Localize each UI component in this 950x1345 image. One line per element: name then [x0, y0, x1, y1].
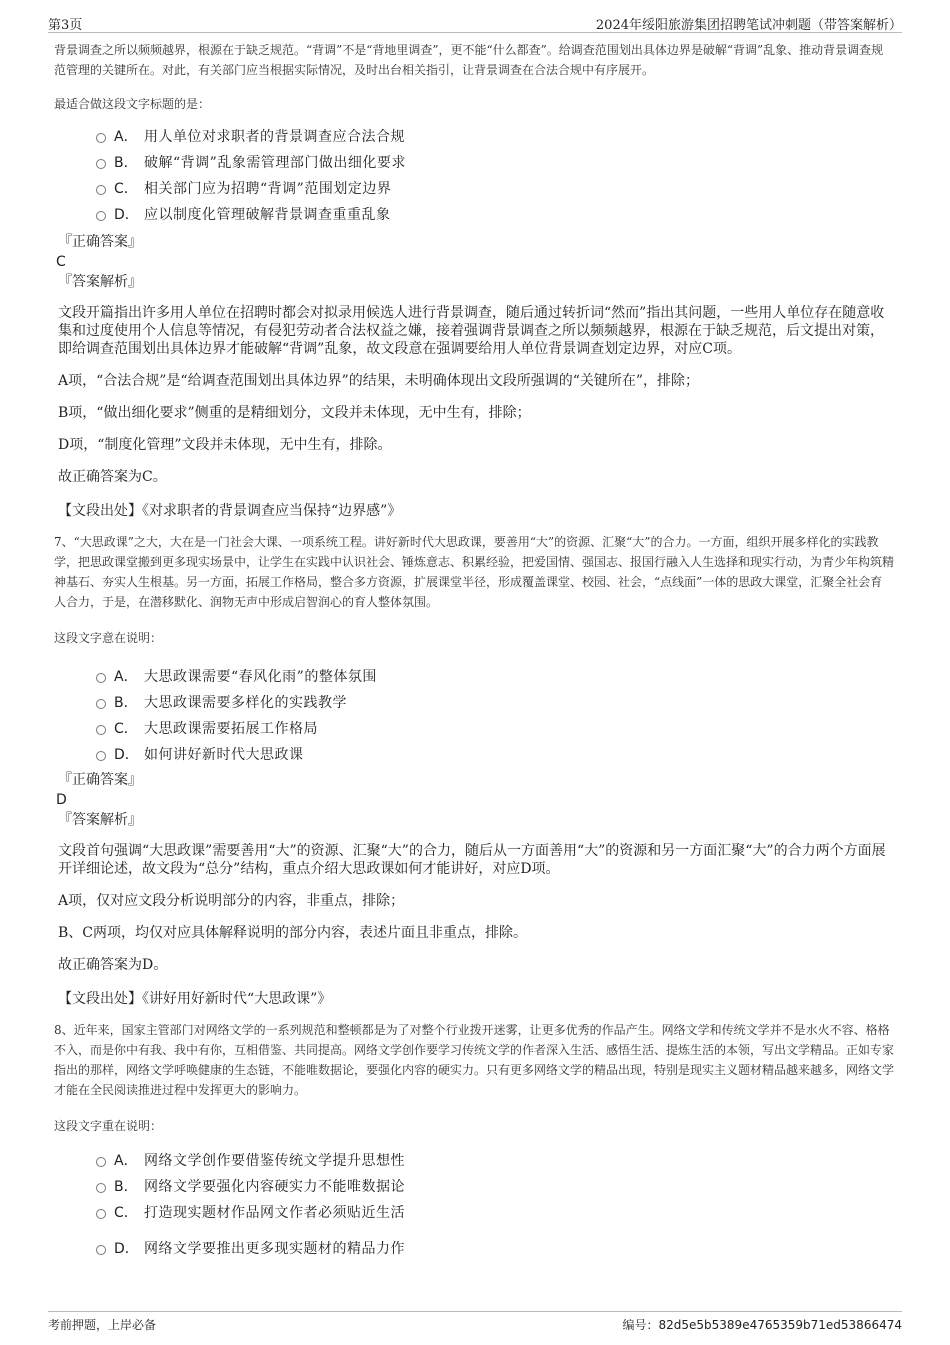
q7-answer: D — [56, 792, 67, 808]
document-title: 2024年绥阳旅游集团招聘笔试冲刺题（带答案解析） — [595, 18, 902, 33]
q6-passage-tail: 背景调查之所以频频越界，根源在于缺乏规范。“背调”不是“背地里调查”，更不能“什么都查”。给调查范围划出具体边界是破解“背调”乱象、推动背景调查规范管理的关键所在。对此，有关部门应当根据实际情况，及时出台相关指引，让背景调查在合法合规中有序展开。 — [54, 43, 884, 77]
q7-option-b[interactable]: B． 大思政课需要多样化的实践教学 — [54, 690, 894, 716]
q7-answer-label: 『正确答案』 — [58, 772, 142, 788]
radio-icon[interactable] — [96, 1183, 106, 1193]
q6-option-c[interactable]: C． 相关部门应为招聘“背调”范围划定边界 — [54, 176, 894, 202]
radio-icon[interactable] — [96, 1245, 106, 1255]
q6-option-a[interactable]: A． 用人单位对求职者的背景调查应合法合规 — [54, 124, 894, 150]
q7-analysis-label: 『答案解析』 — [58, 812, 142, 828]
q7-analysis-1: 文段首句强调“大思政课”需要善用“大”的资源、汇聚“大”的合力，随后从一方面善用“大”的资源和另一方面汇聚“大”的合力两个方面展开详细论述，故文段为“总分”结构，重点介绍大思政课如何才能讲好，对应D项。 — [58, 843, 886, 877]
footer-slogan: 考前押题，上岸必备 — [48, 1318, 157, 1332]
q7-source: 【文段出处】《讲好用好新时代“大思政课”》 — [58, 991, 332, 1007]
q6-analysis-1: 文段开篇指出许多用人单位在招聘时都会对拟录用候选人进行背景调查，随后通过转折词“然而”指出其问题，一些用人单位存在随意收集和过度使用个人信息等情况，有侵犯劳动者合法权益之嫌，接着强调背景调查之所以频频越界，根源在于缺乏规范，后文提出对策，即给调查范围划出具体边界才能破解“背调”乱象，故文段意在强调要给用人单位背景调查划定边界，对应C项。 — [58, 305, 885, 357]
q6-analysis-2: A项，“合法合规”是“给调查范围划出具体边界”的结果，未明确体现出文段所强调的“关键所在”，排除； — [58, 373, 700, 389]
q6-analysis-4: D项，“制度化管理”文段并未体现，无中生有，排除。 — [58, 437, 392, 453]
q6-source: 【文段出处】《对求职者的背景调查应当保持“边界感”》 — [58, 503, 402, 519]
q7-analysis-4: 故正确答案为D。 — [58, 957, 168, 973]
radio-icon[interactable] — [96, 751, 106, 761]
q6-option-d[interactable]: D． 应以制度化管理破解背景调查重重乱象 — [54, 202, 894, 228]
document-code — [622, 1316, 902, 1333]
radio-icon[interactable] — [96, 211, 106, 221]
q7-option-a[interactable]: A． 大思政课需要“春风化雨”的整体氛围 — [54, 664, 894, 690]
radio-icon[interactable] — [96, 725, 106, 735]
q8-option-b[interactable]: B． 网络文学要强化内容硬实力不能唯数据论 — [54, 1174, 894, 1200]
page-content — [54, 40, 894, 1262]
page-footer — [48, 1311, 902, 1334]
q8-options — [54, 1148, 894, 1262]
q7-analysis-2: A项，仅对应文段分析说明部分的内容，非重点，排除； — [58, 893, 405, 909]
q6-answer-label: 『正确答案』 — [58, 234, 142, 250]
radio-icon[interactable] — [96, 159, 106, 169]
q6-analysis-3: B项，“做出细化要求”侧重的是精细划分，文段并未体现，无中生有，排除； — [58, 405, 531, 421]
q7-prompt: 这段文字意在说明： — [54, 631, 163, 645]
document-code-value: 82d5e5b5389e4765359b71ed53866474 — [658, 1318, 902, 1332]
q7-analysis-3: B、C两项，均仅对应具体解释说明的部分内容，表述片面且非重点，排除。 — [58, 925, 527, 941]
page-number: 第3页 — [48, 18, 83, 33]
q7-option-c[interactable]: C． 大思政课需要拓展工作格局 — [54, 716, 894, 742]
document-code-label: 编号： — [622, 1318, 659, 1332]
page-header — [48, 12, 902, 33]
q8-option-d[interactable]: D． 网络文学要推出更多现实题材的精品力作 — [54, 1236, 894, 1262]
q6-answer: C — [56, 254, 66, 270]
q8-option-c[interactable]: C． 打造现实题材作品网文作者必须贴近生活 — [54, 1200, 894, 1226]
radio-icon[interactable] — [96, 1209, 106, 1219]
q6-prompt: 最适合做这段文字标题的是： — [54, 97, 211, 111]
q6-options — [54, 124, 894, 228]
q7-stem: 7、“大思政课”之大，大在是一门社会大课、一项系统工程。讲好新时代大思政课，要善用“大”的资源、汇聚“大”的合力。一方面，组织开展多样化的实践教学，把思政课堂搬到更多现实场景中，让学生在实践中认识社会、锤炼意志、积累经验，把爱国情、强国志、报国行融入人生选择和现实行动，为青少年构筑精神基石、夯实人生根基。另一方面，拓展工作格局，整合多方资源，扩展课堂半径，形成覆盖课堂、校园、社会，“点线面”一体的思政大课堂，汇聚全社会育人合力，于是，在潜移默化、润物无声中形成启智润心的育人整体氛围。 — [54, 535, 895, 609]
q6-option-b[interactable]: B． 破解“背调”乱象需管理部门做出细化要求 — [54, 150, 894, 176]
q8-prompt: 这段文字重在说明： — [54, 1119, 163, 1133]
radio-icon[interactable] — [96, 673, 106, 683]
q8-option-a[interactable]: A． 网络文学创作要借鉴传统文学提升思想性 — [54, 1148, 894, 1174]
radio-icon[interactable] — [96, 699, 106, 709]
radio-icon[interactable] — [96, 185, 106, 195]
q7-option-d[interactable]: D． 如何讲好新时代大思政课 — [54, 742, 894, 768]
q6-analysis-label: 『答案解析』 — [58, 274, 142, 290]
q6-analysis-5: 故正确答案为C。 — [58, 469, 167, 485]
radio-icon[interactable] — [96, 133, 106, 143]
radio-icon[interactable] — [96, 1157, 106, 1167]
q7-options — [54, 664, 894, 768]
q8-stem: 8、近年来，国家主管部门对网络文学的一系列规范和整顿都是为了对整个行业拨开迷雾，让更多优秀的作品产生。网络文学和传统文学并不是水火不容、格格不入，而是你中有我、我中有你，互相借鉴、共同提高。网络文学创作要学习传统文学的作者深入生活、感悟生活、提炼生活的本领，写出文学精品。正如专家指出的那样，网络文学呼唤健康的生态链，不能唯数据论，要强化内容的硬实力。只有更多网络文学的精品出现，特别是现实主义题材精品越来越多，网络文学才能在全民阅读推进过程中发挥更大的影响力。 — [54, 1023, 895, 1097]
